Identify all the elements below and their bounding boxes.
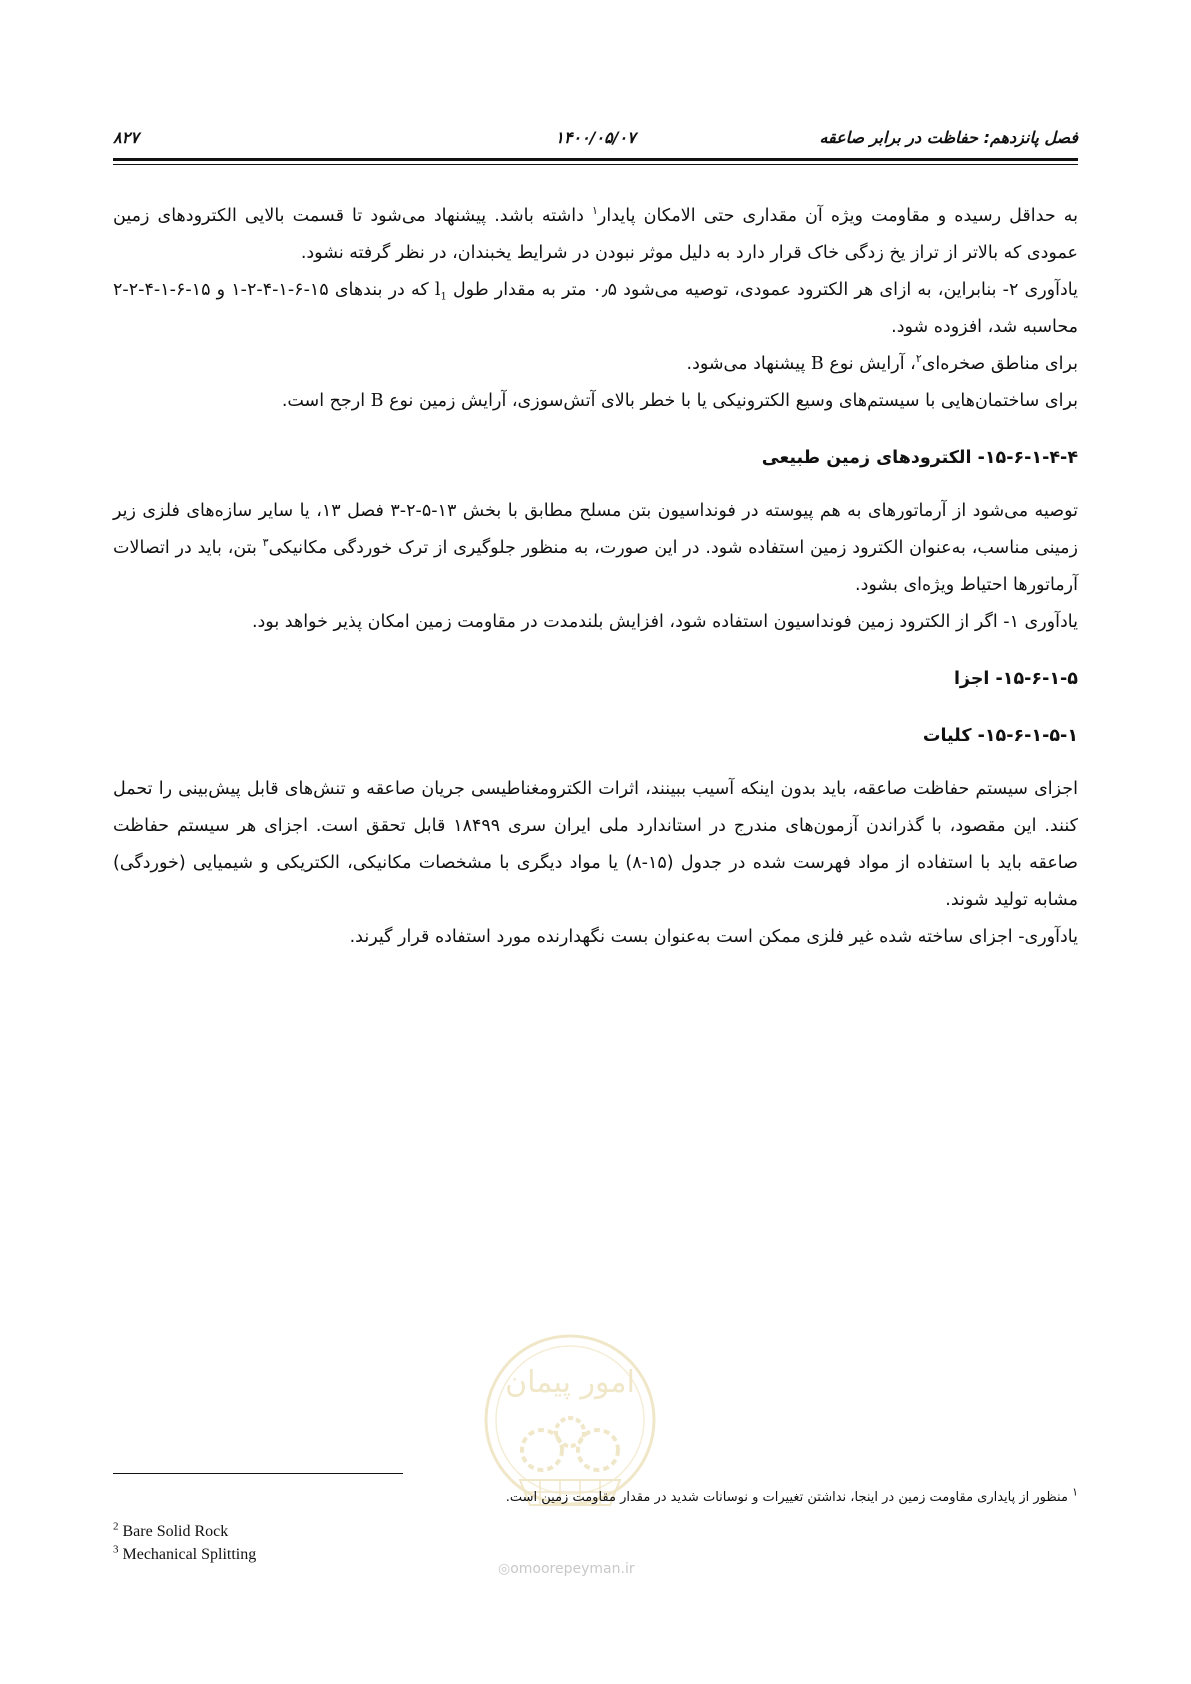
paragraph-foundation-reinforcement: توصیه می‌شود از آرماتورهای به هم پیوسته در فونداسیون بتن مسلح مطابق با بخش ۱۳-۵-۲-۳ فصل ۱۳، یا سایر سازه‌های فلزی زیر زمینی مناسب، به‌عنوان الکترود زمین استفاده شود. در این صورت، به منظور جلوگیری از ترک خوردگی مکانیکی$^۳$ بتن، باید در اتصالات آرماتورها احتیاط ویژه‌ای بشود. — [113, 501, 1078, 595]
paragraph-1: به حداقل رسیده و مقاومت ویژه آن مقداری حتی الامکان پایدار$^۱$ داشته باشد. پیشنهاد می‌شود تا قسمت بالایی الکترودهای زمین عمودی که بالاتر از تراز یخ زدگی خاک قرار دارد به دلیل موثر نبودن در شرایط یخبندان، در نظر گرفته نشود. — [113, 204, 1078, 263]
section-heading-components: ۱۵-۶-۱-۵- اجزا — [953, 669, 1078, 689]
symbol-l: $l_1$ — [434, 280, 447, 303]
footnote-3: $^3$ Mechanical Splitting — [113, 1543, 257, 1563]
running-header — [113, 128, 1078, 154]
paragraph-components-general: اجزای سیستم حفاظت صاعقه، باید بدون اینکه آسیب ببینند، اثرات الکترومغناطیسی جریان صاعقه و تنش‌های قابل پیش‌بینی را تحمل کنند. این مقصود، با گذراندن آزمون‌های مندرج در استاندارد ملی ایران سری ۱۸۴۹۹ قابل تحقق است. اجزای هر سیستم حفاظت صاعقه باید با استفاده از مواد فهرست شده در جدول (۱۵-۸) یا مواد دیگری با مشخصات مکانیکی، الکتریکی و شیمیایی (خوردگی) مشابه تولید شوند. — [113, 779, 1078, 910]
section-heading-general: ۱۵-۶-۱-۵-۱- کلیات — [922, 726, 1078, 746]
paragraph-electronic-buildings: برای ساختمان‌هایی با سیستم‌های وسیع الکترونیکی یا با خطر بالای آتش‌سوزی، آرایش زمین نوع B ارجح است. — [281, 391, 1078, 411]
watermark-site: ◎omoorepeyman.ir — [498, 1561, 635, 1577]
chapter-title: فصل پانزدهم: حفاظت در برابر صاعقه — [819, 128, 1078, 147]
watermark-logo-icon — [480, 1310, 660, 1550]
footnote-1: $^۱$ منظور از پایداری مقاومت زمین در اینجا، نداشتن تغییرات و نوسانات شدید در مقدار مقاومت زمین است. — [505, 1485, 1078, 1505]
header-rule-thick — [113, 158, 1078, 161]
body-text — [113, 198, 1078, 956]
paragraph-rock-areas: برای مناطق صخره‌ای$^۲$، آرایش نوع B پیشنهاد می‌شود. — [686, 352, 1078, 374]
section-heading-natural-electrodes: ۱۵-۶-۱-۴-۴- الکترودهای زمین طبیعی — [761, 448, 1078, 468]
footnote-separator — [113, 1473, 403, 1474]
note-2-paragraph: یادآوری ۲- بنابراین، به ازای هر الکترود عمودی، توصیه می‌شود ۰٫۵ متر به مقدار طول $l_1$ که در بندهای ۱۵-۶-۱-۴-۲-۱ و ۱۵-۶-۱-۴-۲-۲ محاسبه شد، افزوده شود. — [113, 280, 1078, 337]
footnote-ref-3: ۳ — [262, 536, 269, 550]
header-date: ۱۴۰۰/۰۵/۰۷ — [555, 128, 636, 147]
note-nonmetal-components: یادآوری- اجزای ساخته شده غیر فلزی ممکن است به‌عنوان بست نگهدارنده مورد استفاده قرار گیرند. — [349, 927, 1078, 947]
note-1-paragraph: یادآوری ۱- اگر از الکترود زمین فونداسیون استفاده شود، افزایش بلندمدت در مقاومت زمین امکان پذیر خواهد بود. — [251, 612, 1078, 632]
footnote-2: $^2$ Bare Solid Rock — [113, 1520, 229, 1540]
footnote-ref-2: ۲ — [915, 352, 922, 366]
svg-text:امور پیمان: امور پیمان — [505, 1365, 635, 1400]
footnote-ref-1: ۱ — [592, 204, 598, 218]
header-rule-thin — [113, 164, 1078, 165]
globe-icon: ◎ — [498, 1561, 511, 1577]
page-number: ۸۲۷ — [113, 128, 139, 147]
